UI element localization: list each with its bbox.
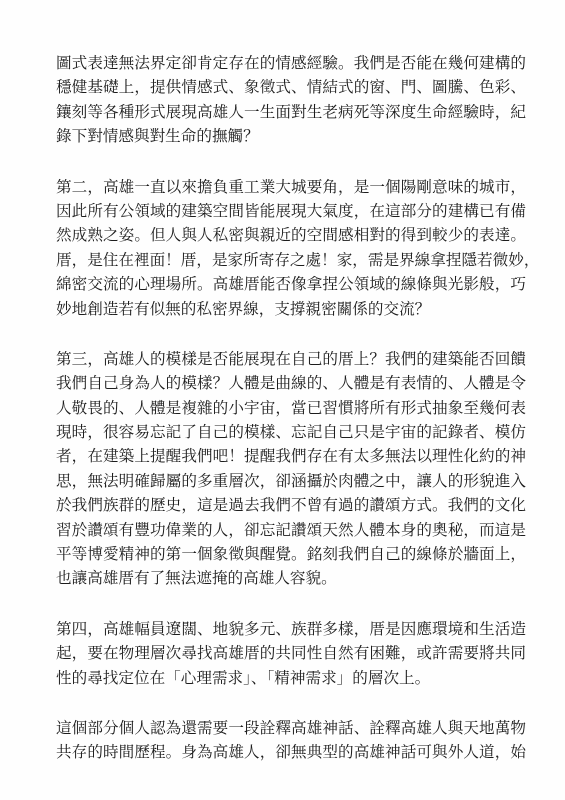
text-line: 共存的時間歷程。身為高雄人，卻無典型的高雄神話可與外人道，始 bbox=[56, 743, 526, 762]
paragraph-5 bbox=[56, 716, 526, 765]
text-line: 然成熟之姿。但人與人私密與親近的空間感相對的得到較少的表達。 bbox=[56, 226, 526, 245]
text-line: 鑲刻等各種形式展現高雄人一生面對生老病死等深度生命經驗時，紀 bbox=[56, 102, 526, 121]
paragraph-3 bbox=[56, 347, 526, 591]
text-line: 起，要在物理層次尋找高雄厝的共同性自然有困難，或許需要將共同 bbox=[56, 644, 526, 663]
paragraph-2 bbox=[56, 175, 540, 321]
text-line: 錄下對情感與對生命的撫觸？ bbox=[56, 127, 259, 146]
text-line: 現時，很容易忘記了自己的模樣、忘記自己只是宇宙的記錄者、模仿 bbox=[56, 423, 526, 442]
text-line: 圖式表達無法界定卻肯定存在的情感經驗。我們是否能在幾何建構的 bbox=[56, 54, 526, 72]
text-line: 第三，高雄人的模樣是否能展現在自己的厝上？我們的建築能否回饋 bbox=[56, 349, 526, 368]
text-line: 者，在建築上提醒我們吧！提醒我們存在有太多無法以理性化約的神 bbox=[56, 447, 526, 466]
text-line: 這個部分個人認為還需要一段詮釋高雄神話、詮釋高雄人與天地萬物 bbox=[56, 718, 526, 737]
text-line: 穩健基礎上，提供情感式、象徵式、情結式的窗、門、圖騰、色彩、 bbox=[56, 78, 526, 97]
document-body bbox=[56, 51, 540, 765]
text-line: 因此所有公領域的建築空間皆能展現大氣度，在這部分的建構已有備 bbox=[56, 201, 526, 220]
text-line: 第二，高雄一直以來擔負重工業大城要角，是一個陽剛意味的城市， bbox=[56, 177, 526, 196]
text-line: 於我們族群的歷史，這是過去我們不曾有過的讚頌方式。我們的文化 bbox=[56, 496, 526, 515]
text-line: 也讓高雄厝有了無法遮掩的高雄人容貌。 bbox=[56, 569, 337, 588]
text-line: 厝，是住在裡面！厝，是家所寄存之處！家，需是界線拿捏隱若微妙， bbox=[56, 250, 540, 269]
text-line: 綿密交流的心理場所。高雄厝能否像拿捏公領域的線條與光影般，巧 bbox=[56, 275, 526, 294]
text-line: 妙地創造若有似無的私密界線，支撐親密關係的交流？ bbox=[56, 299, 431, 318]
text-line: 習於讚頌有豐功偉業的人，卻忘記讚頌天然人體本身的奧秘，而這是 bbox=[56, 520, 526, 539]
text-line: 我們自己身為人的模樣？人體是曲線的、人體是有表情的、人體是令 bbox=[56, 374, 526, 393]
text-line: 人敬畏的、人體是複雜的小宇宙，當已習慣將所有形式抽象至幾何表 bbox=[56, 398, 526, 417]
text-line: 思，無法明確歸屬的多重層次，卻涵攝於肉體之中，讓人的形貌進入 bbox=[56, 471, 526, 490]
text-line: 性的尋找定位在「心理需求」、「精神需求」的層次上。 bbox=[56, 668, 431, 687]
paragraph-4 bbox=[56, 617, 526, 690]
text-line: 第四，高雄幅員遼闊、地貌多元、族群多樣，厝是因應環境和生活造 bbox=[56, 619, 526, 638]
text-line: 平等博愛精神的第一個象徵與醒覺。銘刻我們自己的線條於牆面上， bbox=[56, 545, 526, 564]
paragraph-1 bbox=[56, 51, 526, 149]
